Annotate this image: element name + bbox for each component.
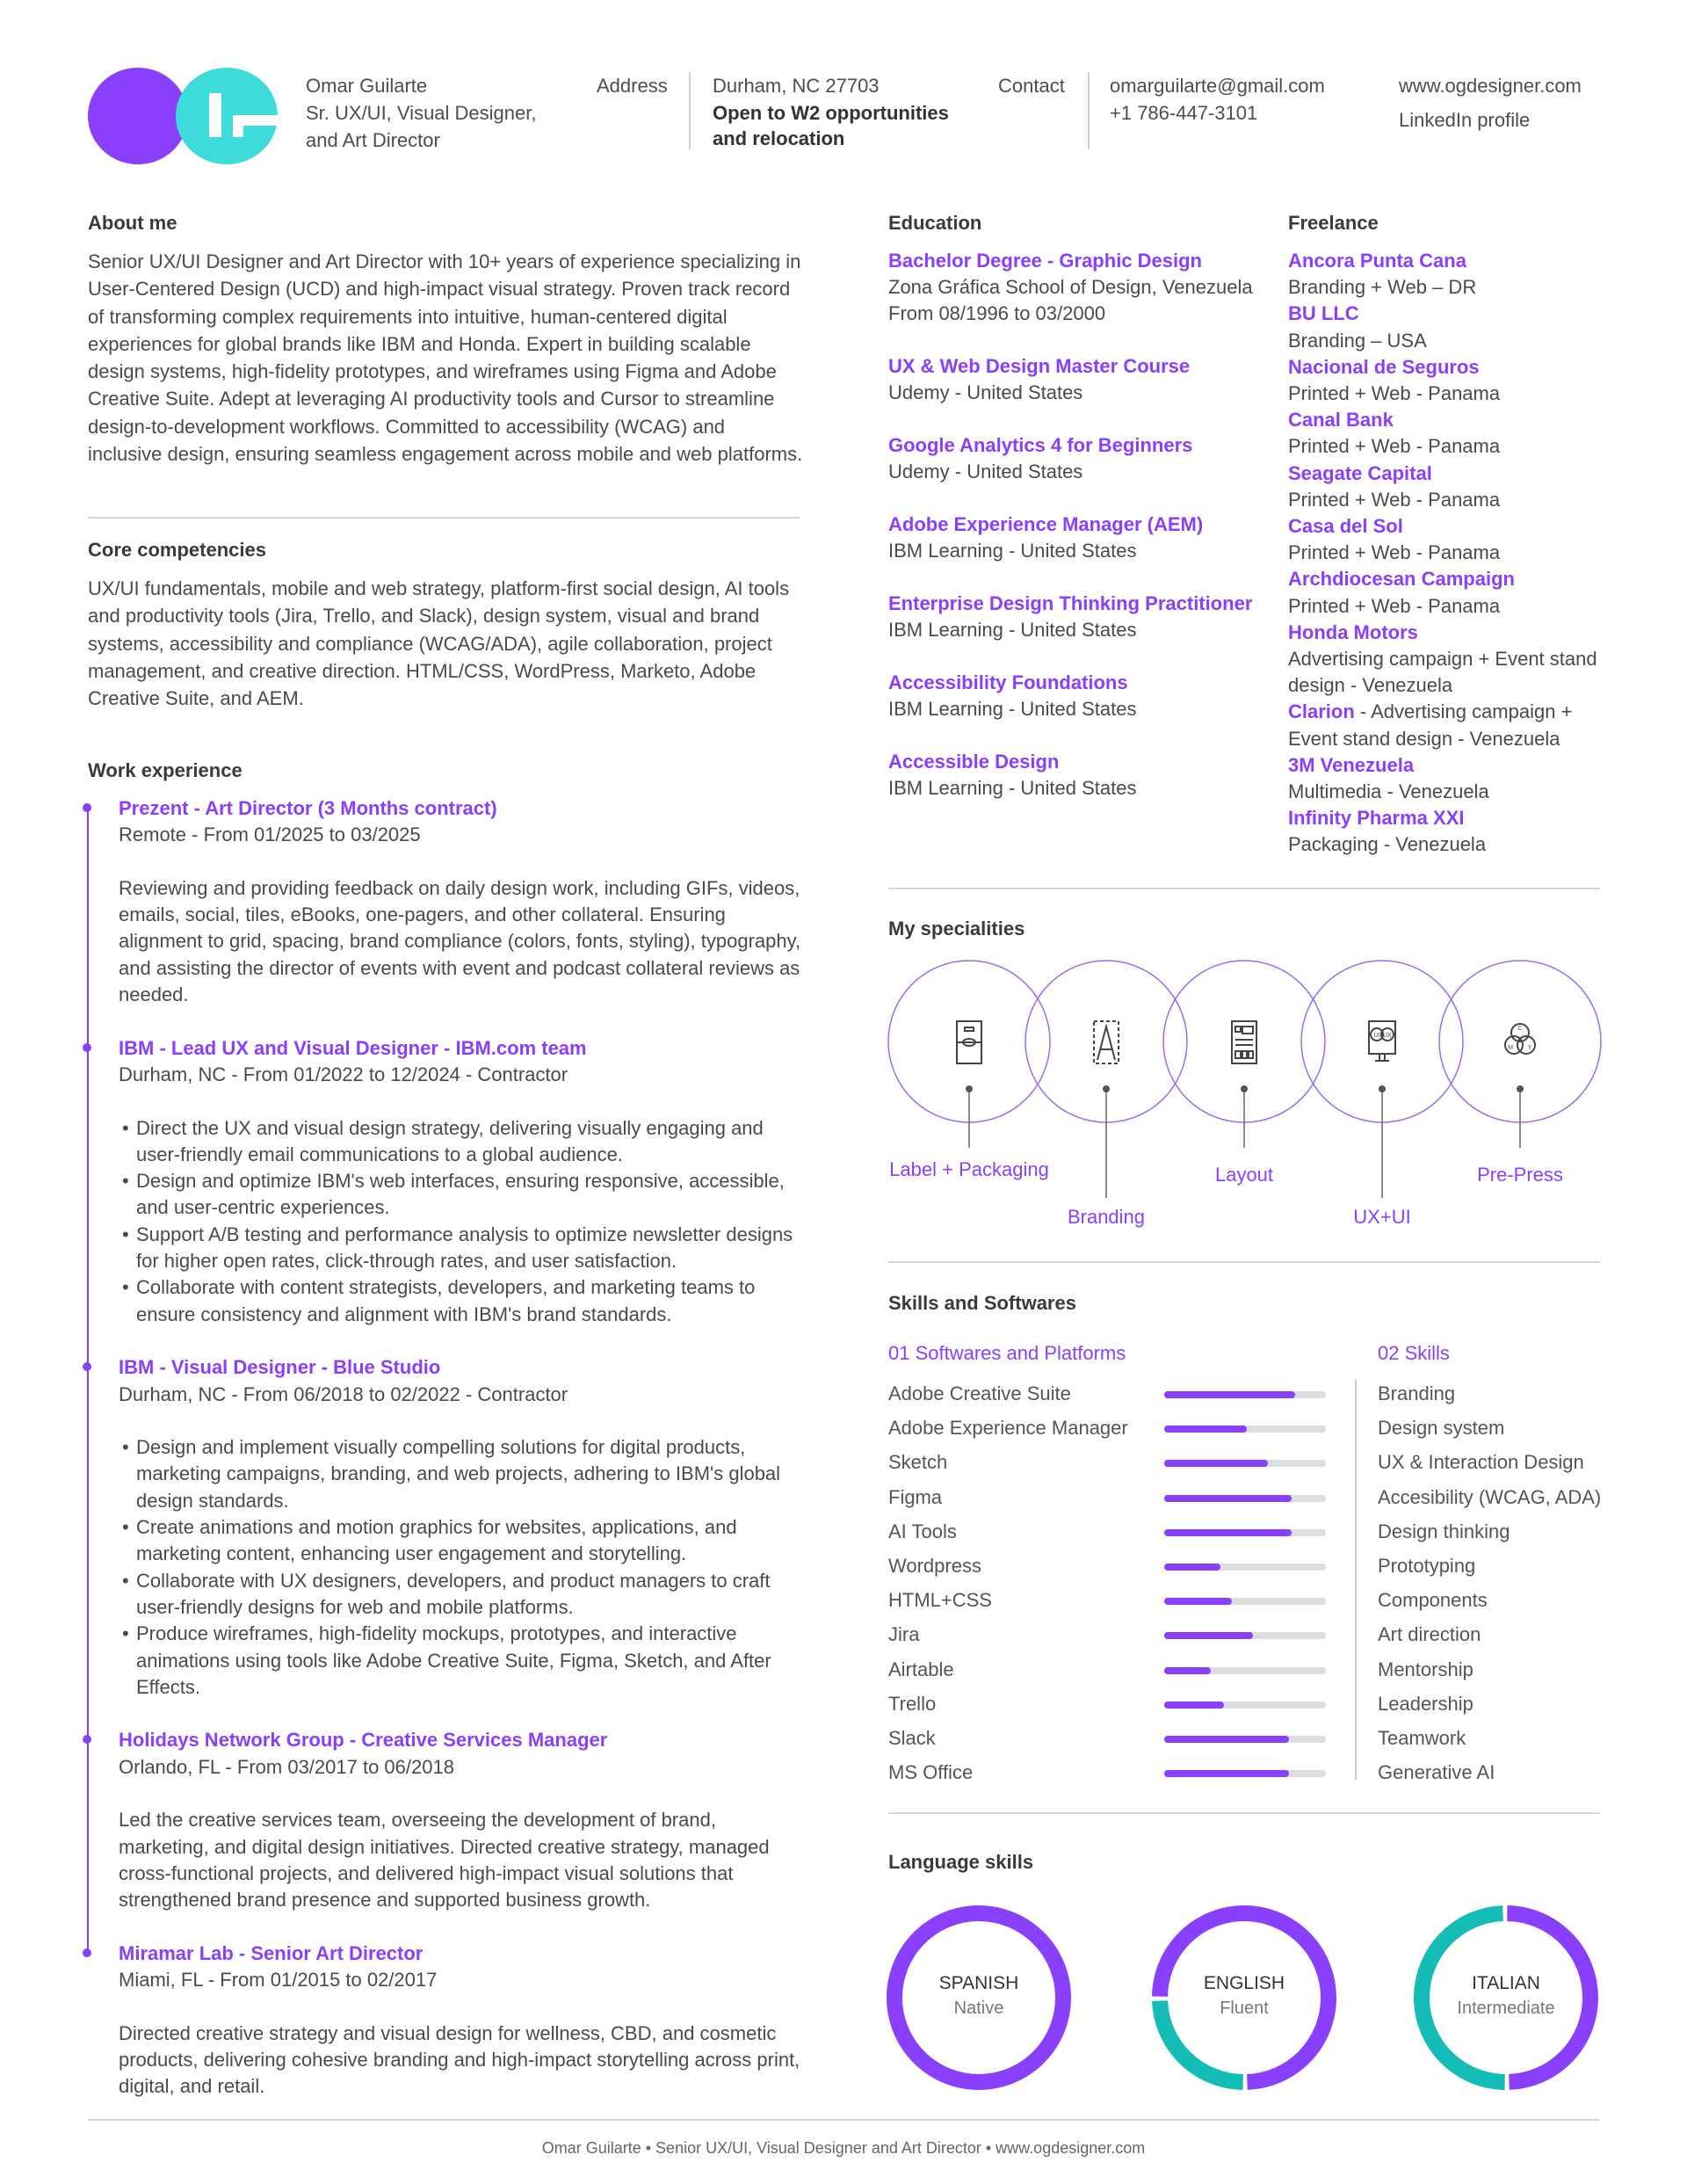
software-level-fill <box>1164 1426 1247 1433</box>
freelance-desc: Printed + Web - Panama <box>1288 435 1501 458</box>
freelance-item <box>1288 513 1604 566</box>
letter-a-icon <box>1094 1021 1119 1063</box>
software-row <box>888 1587 1328 1622</box>
address-label: Address <box>597 75 668 97</box>
core-text: UX/UI fundamentals, mobile and web strategy, platform-first social design, AI tools and productivity tools (Jira, Trello, and Slack), design system, visual and brand systems, accessibility and compliance (WCAG/ADA), agile collaboration, project management, and creative direction. HTML/CSS, WordPress, Marketo, Adobe Creative Suite, and AEM. <box>88 577 790 710</box>
software-name: Jira <box>888 1623 920 1646</box>
work-meta: Orlando, FL - From 03/2017 to 06/2018 <box>119 1755 454 1778</box>
software-name: Trello <box>888 1692 937 1715</box>
education-item <box>888 749 1275 802</box>
work-bullet: • Support A/B testing and performance analysis to optimize newsletter designs for higher open rates, click-through rates, and user satisfaction. <box>119 1222 804 1275</box>
software-row <box>888 1725 1328 1760</box>
skill-item: Design thinking <box>1378 1520 1510 1542</box>
svg-text:UX: UX <box>1383 1033 1392 1039</box>
skill-item: Generative AI <box>1378 1761 1495 1784</box>
education-title: Google Analytics 4 for Beginners <box>888 434 1193 456</box>
software-name: Adobe Experience Manager <box>888 1417 1128 1440</box>
freelance-desc: Advertising campaign + Event stand design - Venezuela <box>1288 648 1597 697</box>
freelance-item <box>1288 301 1604 353</box>
education-title: Enterprise Design Thinking Practitioner <box>888 592 1253 614</box>
education-detail: Zona Gráfica School of Design, Venezuela <box>888 276 1253 298</box>
work-meta: Miami, FL - From 01/2015 to 02/2017 <box>119 1969 438 1992</box>
software-name: Adobe Creative Suite <box>888 1382 1071 1404</box>
package-icon <box>957 1021 981 1063</box>
skill-item: Teamwork <box>1378 1727 1466 1749</box>
footer-text: Omar Guilarte • Senior UX/UI, Visual Designer and Art Director • www.ogdesigner.com <box>541 2139 1146 2157</box>
skill-item: Art direction <box>1378 1623 1481 1646</box>
skill-item: Branding <box>1378 1382 1456 1404</box>
work-entry <box>119 795 804 1008</box>
software-level-bar <box>1164 1667 1326 1674</box>
software-level-bar <box>1164 1426 1326 1433</box>
education-title: UX & Web Design Master Course <box>888 355 1191 377</box>
work-entry <box>119 1035 804 1328</box>
software-level-bar <box>1164 1736 1326 1743</box>
freelance-desc: Branding – USA <box>1288 329 1427 352</box>
work-heading: Work experience <box>88 759 243 781</box>
speciality-label-branding: Branding <box>1067 1206 1146 1228</box>
logo <box>88 67 281 165</box>
freelance-item <box>1288 566 1604 619</box>
header-divider <box>689 72 691 149</box>
speciality-label-prepress: Pre-Press <box>1477 1164 1563 1186</box>
education-detail: Udemy - United States <box>888 381 1083 403</box>
language-ring <box>1151 1905 1337 2091</box>
svg-text:M: M <box>1508 1045 1513 1051</box>
software-level-fill <box>1164 1632 1253 1639</box>
education-detail: Udemy - United States <box>888 461 1083 483</box>
software-level-fill <box>1164 1391 1295 1398</box>
freelance-desc: Printed + Web - Panama <box>1288 541 1501 564</box>
about-text: Senior UX/UI Designer and Art Director with 10+ years of experience specializing in User-Centered Design (UCD) and high-impact visual strategy. Proven track record of transforming complex requirements into intuitive, human-centered digital experiences for global brands like IBM and Honda. Expert in building scalable design systems, high-fidelity prototypes, and wireframes using Figma and Adobe Creative Suite. Adept at leveraging AI productivity tools and Cursor to streamline design-to-development workflows. Committed to accessibility (WCAG) and inclusive design, ensuring seamless engagement across mobile and web platforms. <box>88 250 803 466</box>
software-name: Wordpress <box>888 1555 981 1577</box>
divider <box>88 517 800 519</box>
software-row <box>888 1415 1328 1449</box>
language-label <box>1418 1971 1594 2021</box>
freelance-client: Clarion <box>1288 700 1355 723</box>
speciality-label-uxui: UX+UI <box>1353 1206 1411 1228</box>
freelance-desc: Branding + Web – DR <box>1288 276 1477 299</box>
software-level-bar <box>1164 1495 1326 1502</box>
language-level: Intermediate <box>1457 1999 1555 2018</box>
freelance-item <box>1288 620 1604 700</box>
education-detail: IBM Learning - United States <box>888 619 1137 641</box>
language-level: Fluent <box>1220 1999 1269 2018</box>
education-item <box>888 512 1275 564</box>
layout-icon <box>1232 1021 1256 1063</box>
education-item <box>888 432 1275 485</box>
software-name: Sketch <box>888 1451 948 1474</box>
work-bullet: • Direct the UX and visual design strategy, delivering visually engaging and user-friendly email communications to a global audience. <box>119 1115 804 1169</box>
skill-item: Design system <box>1378 1417 1505 1440</box>
work-bullet: • Collaborate with UX designers, developers, and product managers to craft user-friendly designs for web and mobile platforms. <box>119 1568 804 1622</box>
work-desc-text: Reviewing and providing feedback on daily design work, including GIFs, videos, emails, social, tiles, eBooks, one-pagers, and other collateral. Ensuring alignment to grid, spacing, brand compliance (colors, fonts, styling), typography, and assisting the director of events with event and podcast collateral reviews as needed. <box>119 876 801 1006</box>
name: Omar Guilarte <box>306 75 428 97</box>
work-bullets <box>119 1115 804 1328</box>
freelance-desc: Packaging - Venezuela <box>1288 833 1487 856</box>
contact-block <box>1110 72 1325 127</box>
software-level-bar <box>1164 1391 1326 1398</box>
skills-divider <box>1355 1380 1357 1780</box>
education-list <box>888 248 1275 828</box>
software-level-fill <box>1164 1564 1220 1571</box>
work-bullet: • Design and implement visually compelling solutions for digital products, marketing campaigns, branding, and web projects, adhering to IBM's global design standards. <box>119 1434 804 1514</box>
freelance-client: Canal Bank <box>1288 409 1394 432</box>
software-level-fill <box>1164 1495 1292 1502</box>
contact-label: Contact <box>998 75 1065 97</box>
freelance-item <box>1288 407 1604 460</box>
software-level-fill <box>1164 1736 1289 1743</box>
education-item <box>888 248 1275 327</box>
software-level-bar <box>1164 1632 1326 1639</box>
work-description <box>119 875 804 1008</box>
software-name: HTML+CSS <box>888 1589 992 1612</box>
freelance-client: BU LLC <box>1288 302 1359 325</box>
language-heading: Language skills <box>888 1851 1034 1873</box>
software-row <box>888 1760 1328 1794</box>
specialities-diagram <box>879 949 1617 1239</box>
software-level-bar <box>1164 1564 1326 1571</box>
software-name: MS Office <box>888 1761 974 1784</box>
education-detail: IBM Learning - United States <box>888 777 1137 799</box>
speciality-label-layout: Layout <box>1214 1164 1274 1186</box>
specialities-heading: My specialities <box>888 918 1025 940</box>
work-bullet: • Collaborate with content strategists, developers, and marketing teams to ensure consistency and alignment with IBM's brand standards. <box>119 1274 804 1328</box>
freelance-client: Casa del Sol <box>1288 515 1403 538</box>
svg-text:Y: Y <box>1527 1045 1532 1051</box>
freelance-desc: Printed + Web - Panama <box>1288 488 1501 511</box>
work-title: Holidays Network Group - Creative Services Manager <box>119 1729 608 1752</box>
freelance-item <box>1288 752 1604 805</box>
work-bullet: • Create animations and motion graphics for websites, applications, and marketing content, enhancing user engagement and storytelling. <box>119 1514 804 1568</box>
software-level-fill <box>1164 1770 1289 1777</box>
software-row <box>888 1484 1328 1519</box>
software-name: Slack <box>888 1727 936 1749</box>
freelance-item <box>1288 699 1604 751</box>
work-description <box>119 1434 804 1701</box>
website-link[interactable]: www.ogdesigner.com <box>1399 75 1582 97</box>
education-title: Accessibility Foundations <box>888 671 1128 693</box>
work-bullets <box>119 1434 804 1701</box>
skill-item: Leadership <box>1378 1692 1473 1715</box>
timeline-dot <box>83 1735 91 1744</box>
skill-item: Accesibility (WCAG, ADA) <box>1378 1485 1602 1508</box>
software-row <box>888 1691 1328 1725</box>
education-detail: IBM Learning - United States <box>888 540 1137 562</box>
education-item <box>888 591 1275 643</box>
work-title: Prezent - Art Director (3 Months contract) <box>119 797 497 819</box>
software-row <box>888 1553 1328 1587</box>
linkedin-link[interactable]: LinkedIn profile <box>1399 109 1531 131</box>
availability-line1: Open to W2 opportunities <box>713 102 949 124</box>
software-level-bar <box>1164 1460 1326 1467</box>
monitor-ui-ux-icon <box>1369 1021 1395 1061</box>
language-name: ITALIAN <box>1472 1973 1540 1993</box>
timeline-line <box>87 809 89 1951</box>
address-block <box>713 72 949 152</box>
skill-item: UX & Interaction Design <box>1378 1451 1584 1474</box>
work-description <box>119 2021 804 2101</box>
work-bullet: • Design and optimize IBM's web interfaces, ensuring responsive, accessible, and user-centric experiences. <box>119 1168 804 1222</box>
software-level-bar <box>1164 1701 1326 1709</box>
language-name: ENGLISH <box>1203 1973 1285 1993</box>
availability-line2: and relocation <box>713 127 845 149</box>
work-meta: Durham, NC - From 06/2018 to 02/2022 - Contractor <box>119 1382 568 1405</box>
work-title: Miramar Lab - Senior Art Director <box>119 1941 424 1964</box>
freelance-client: Nacional de Seguros <box>1288 355 1480 378</box>
software-name: AI Tools <box>888 1520 957 1542</box>
freelance-client: Honda Motors <box>1288 620 1418 643</box>
software-level-bar <box>1164 1770 1326 1777</box>
address: Durham, NC 27703 <box>713 75 880 97</box>
skill-item: Prototyping <box>1378 1555 1476 1577</box>
work-entry <box>119 1727 804 1913</box>
software-row <box>888 1622 1328 1656</box>
svg-text:C: C <box>1517 1026 1523 1032</box>
freelance-desc: - Advertising campaign + Event stand design - Venezuela <box>1288 700 1573 750</box>
software-level-fill <box>1164 1460 1268 1467</box>
education-heading: Education <box>888 212 982 234</box>
job-title-line1: Sr. UX/UI, Visual Designer, <box>306 102 537 124</box>
work-description <box>119 1115 804 1328</box>
software-row <box>888 1519 1328 1553</box>
work-meta: Remote - From 01/2025 to 03/2025 <box>119 824 421 846</box>
timeline-dot <box>83 1362 91 1371</box>
education-title: Bachelor Degree - Graphic Design <box>888 250 1202 272</box>
language-ring <box>1413 1905 1599 2091</box>
software-level-bar <box>1164 1529 1326 1536</box>
freelance-desc: Printed + Web - Panama <box>1288 382 1501 405</box>
software-level-fill <box>1164 1667 1211 1674</box>
speciality-label-packaging: Label + Packaging <box>889 1158 1049 1180</box>
email-link[interactable]: omarguilarte@gmail.com <box>1110 75 1325 97</box>
software-row <box>888 1657 1328 1691</box>
education-item <box>888 353 1275 406</box>
work-entry <box>119 1354 804 1701</box>
freelance-client: Infinity Pharma XXI <box>1288 807 1465 830</box>
freelance-heading: Freelance <box>1288 212 1379 234</box>
work-description <box>119 1807 804 1913</box>
svg-text:UI: UI <box>1373 1033 1380 1039</box>
header-identity <box>306 72 537 154</box>
software-row <box>888 1381 1328 1415</box>
svg-text:K: K <box>1517 1038 1523 1044</box>
education-detail: IBM Learning - United States <box>888 698 1137 720</box>
language-level: Native <box>953 1999 1004 2018</box>
software-level-fill <box>1164 1701 1224 1709</box>
language-label <box>1156 1971 1332 2021</box>
freelance-client: Seagate Capital <box>1288 461 1432 484</box>
work-list <box>119 795 804 2127</box>
cmyk-icon <box>1505 1024 1535 1054</box>
work-meta: Durham, NC - From 01/2022 to 12/2024 - Contractor <box>119 1063 568 1085</box>
work-title: IBM - Lead UX and Visual Designer - IBM.com team <box>119 1036 587 1059</box>
softwares-subheading: 01 Softwares and Platforms <box>888 1342 1126 1364</box>
divider <box>888 1261 1600 1263</box>
about-heading: About me <box>88 212 177 234</box>
divider <box>888 1812 1600 1814</box>
education-title: Adobe Experience Manager (AEM) <box>888 513 1204 535</box>
language-ring <box>886 1905 1072 2091</box>
freelance-list <box>1288 248 1604 859</box>
work-title: IBM - Visual Designer - Blue Studio <box>119 1356 441 1379</box>
footer-divider <box>88 2119 1599 2121</box>
skill-item: Mentorship <box>1378 1658 1473 1680</box>
links-block <box>1399 72 1582 134</box>
work-desc-text: Led the creative services team, overseeing the development of brand, marketing, and digital design initiatives. Directed creative strategy, managed cross-functional projects, and delivered high-impact visual solutions that strengthened brand presence and supported business growth. <box>119 1809 770 1912</box>
freelance-client: 3M Venezuela <box>1288 753 1415 776</box>
phone: +1 786-447-3101 <box>1110 102 1258 124</box>
software-row <box>888 1449 1328 1484</box>
software-name: Figma <box>888 1485 943 1508</box>
core-heading: Core competencies <box>88 539 266 561</box>
education-detail: From 08/1996 to 03/2000 <box>888 302 1106 324</box>
skills-heading: Skills and Softwares <box>888 1292 1076 1314</box>
freelance-client: Archdiocesan Campaign <box>1288 568 1515 591</box>
language-name: SPANISH <box>938 1973 1019 1993</box>
timeline-dot <box>83 1948 91 1957</box>
education-item <box>888 670 1275 722</box>
freelance-item <box>1288 354 1604 407</box>
freelance-client: Ancora Punta Cana <box>1288 250 1466 272</box>
timeline-dot <box>83 803 91 812</box>
software-level-fill <box>1164 1598 1232 1605</box>
divider <box>888 888 1600 889</box>
software-level-fill <box>1164 1529 1292 1536</box>
freelance-desc: Multimedia - Venezuela <box>1288 780 1489 803</box>
timeline-dot <box>83 1043 91 1052</box>
header-divider <box>1088 72 1090 149</box>
work-desc-text: Directed creative strategy and visual design for wellness, CBD, and cosmetic products, delivering cohesive branding and high-impact storytelling across print, digital, and retail. <box>119 2021 800 2098</box>
job-title-line2: and Art Director <box>306 129 440 151</box>
education-title: Accessible Design <box>888 751 1060 773</box>
work-entry <box>119 1941 804 2101</box>
freelance-desc: Printed + Web - Panama <box>1288 594 1501 617</box>
freelance-item <box>1288 805 1604 858</box>
language-label <box>891 1971 1067 2021</box>
skill-item: Components <box>1378 1589 1488 1612</box>
skills-subheading: 02 Skills <box>1378 1342 1450 1364</box>
freelance-item <box>1288 248 1604 301</box>
freelance-item <box>1288 461 1604 513</box>
work-bullet: • Produce wireframes, high-fidelity mockups, prototypes, and interactive animations using tools like Adobe Creative Suite, Figma, Sketch, and After Effects. <box>119 1621 804 1701</box>
software-name: Airtable <box>888 1658 954 1680</box>
software-level-bar <box>1164 1598 1326 1605</box>
